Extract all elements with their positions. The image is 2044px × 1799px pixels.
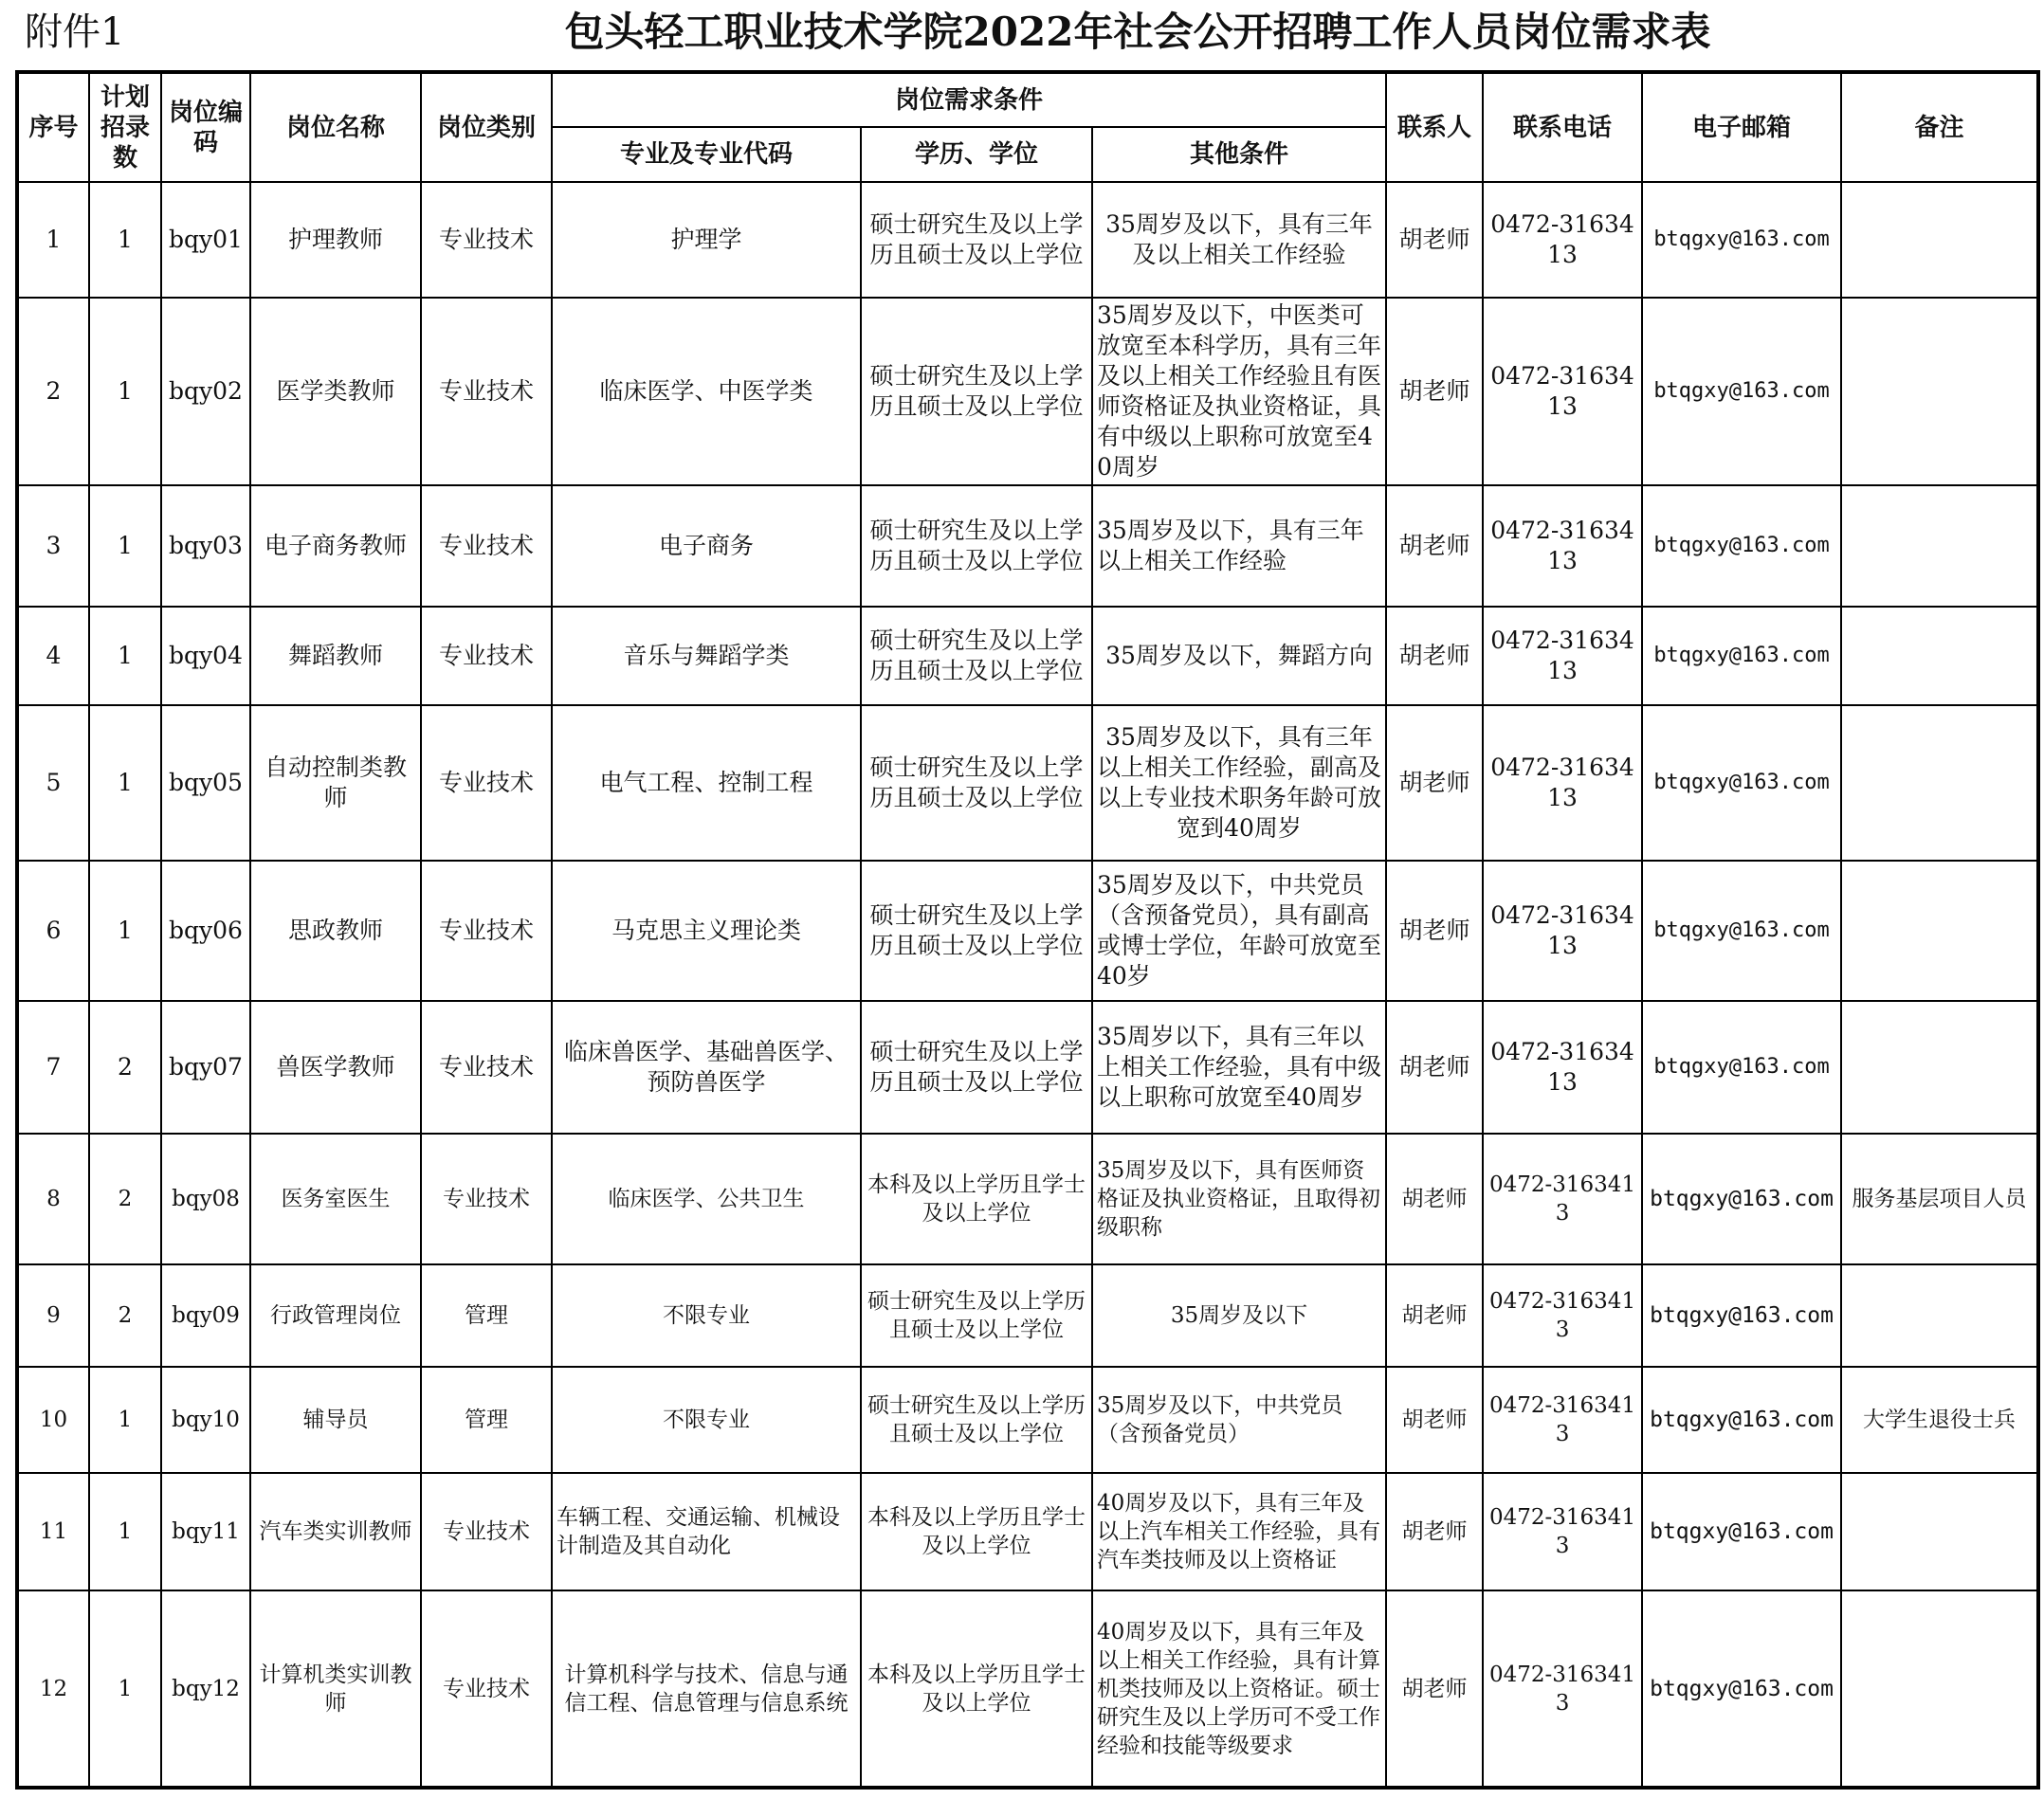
cell-category: 管理: [421, 1264, 552, 1367]
cell-contact: 胡老师: [1386, 705, 1483, 861]
cell-seq: 8: [17, 1134, 89, 1264]
cell-note: [1841, 1264, 2038, 1367]
cell-contact: 胡老师: [1386, 1590, 1483, 1788]
cell-category: 专业技术: [421, 1001, 552, 1134]
table-row: [17, 1590, 2038, 1788]
cell-major: 车辆工程、交通运输、机械设计制造及其自动化: [552, 1473, 861, 1590]
cell-count: 1: [89, 298, 161, 485]
cell-note: [1841, 1001, 2038, 1134]
cell-name: 辅导员: [250, 1367, 421, 1473]
cell-contact: 胡老师: [1386, 607, 1483, 705]
cell-email: btqgxy@163.com: [1642, 1134, 1841, 1264]
header-seq: 序号: [17, 72, 89, 182]
cell-phone: 0472-3163413: [1483, 298, 1642, 485]
cell-major: 电子商务: [552, 485, 861, 607]
cell-phone: 0472-3163413: [1483, 182, 1642, 298]
cell-note: [1841, 298, 2038, 485]
cell-category: 专业技术: [421, 485, 552, 607]
cell-name: 行政管理岗位: [250, 1264, 421, 1367]
header-category: 岗位类别: [421, 72, 552, 182]
cell-other: 35周岁及以下: [1092, 1264, 1386, 1367]
cell-major: 不限专业: [552, 1367, 861, 1473]
cell-major: 马克思主义理论类: [552, 861, 861, 1001]
cell-count: 1: [89, 1473, 161, 1590]
cell-major: 不限专业: [552, 1264, 861, 1367]
table-row: [17, 1001, 2038, 1134]
cell-degree: 本科及以上学历且学士及以上学位: [861, 1473, 1092, 1590]
cell-degree: 硕士研究生及以上学历且硕士及以上学位: [861, 1367, 1092, 1473]
header-requirements: 岗位需求条件: [552, 72, 1386, 127]
cell-other: 35周岁及以下，舞蹈方向: [1092, 607, 1386, 705]
cell-count: 2: [89, 1134, 161, 1264]
cell-degree: 硕士研究生及以上学历且硕士及以上学位: [861, 607, 1092, 705]
header-note: 备注: [1841, 72, 2038, 182]
cell-seq: 7: [17, 1001, 89, 1134]
cell-other: 35周岁及以下，具有三年以上相关工作经验，副高及以上专业技术职务年龄可放宽到40周岁: [1092, 705, 1386, 861]
cell-code: bqy06: [161, 861, 250, 1001]
cell-code: bqy10: [161, 1367, 250, 1473]
cell-code: bqy03: [161, 485, 250, 607]
cell-degree: 硕士研究生及以上学历且硕士及以上学位: [861, 705, 1092, 861]
attachment-label: 附件1: [25, 10, 125, 54]
table-row: [17, 705, 2038, 861]
cell-note: [1841, 182, 2038, 298]
cell-contact: 胡老师: [1386, 485, 1483, 607]
cell-category: 专业技术: [421, 1590, 552, 1788]
cell-email: btqgxy@163.com: [1642, 861, 1841, 1001]
cell-contact: 胡老师: [1386, 1264, 1483, 1367]
cell-phone: 0472-3163413: [1483, 1264, 1642, 1367]
cell-major: 临床兽医学、基础兽医学、预防兽医学: [552, 1001, 861, 1134]
cell-phone: 0472-3163413: [1483, 1473, 1642, 1590]
cell-phone: 0472-3163413: [1483, 861, 1642, 1001]
table-row: [17, 1264, 2038, 1367]
cell-code: bqy08: [161, 1134, 250, 1264]
cell-name: 思政教师: [250, 861, 421, 1001]
table-row: [17, 182, 2038, 298]
cell-code: bqy02: [161, 298, 250, 485]
cell-code: bqy09: [161, 1264, 250, 1367]
table-row: [17, 1473, 2038, 1590]
cell-count: 1: [89, 485, 161, 607]
header-code: 岗位编码: [161, 72, 250, 182]
cell-note: [1841, 1590, 2038, 1788]
cell-contact: 胡老师: [1386, 861, 1483, 1001]
cell-phone: 0472-3163413: [1483, 1001, 1642, 1134]
cell-other: 35周岁及以下，具有医师资格证及执业资格证，且取得初级职称: [1092, 1134, 1386, 1264]
cell-count: 1: [89, 1367, 161, 1473]
cell-code: bqy01: [161, 182, 250, 298]
header-major: 专业及专业代码: [552, 127, 861, 182]
cell-seq: 5: [17, 705, 89, 861]
cell-other: 35周岁及以下，中共党员（含预备党员）: [1092, 1367, 1386, 1473]
cell-phone: 0472-3163413: [1483, 705, 1642, 861]
cell-phone: 0472-3163413: [1483, 607, 1642, 705]
recruitment-table: [15, 70, 2040, 1790]
cell-seq: 12: [17, 1590, 89, 1788]
cell-seq: 2: [17, 298, 89, 485]
cell-other: 35周岁以下，具有三年以上相关工作经验，具有中级以上职称可放宽至40周岁: [1092, 1001, 1386, 1134]
cell-degree: 本科及以上学历且学士及以上学位: [861, 1590, 1092, 1788]
cell-email: btqgxy@163.com: [1642, 1590, 1841, 1788]
table-row: [17, 861, 2038, 1001]
table-row: [17, 485, 2038, 607]
cell-note: [1841, 485, 2038, 607]
cell-email: btqgxy@163.com: [1642, 1001, 1841, 1134]
cell-name: 汽车类实训教师: [250, 1473, 421, 1590]
cell-category: 专业技术: [421, 705, 552, 861]
header-degree: 学历、学位: [861, 127, 1092, 182]
cell-count: 2: [89, 1001, 161, 1134]
cell-code: bqy12: [161, 1590, 250, 1788]
cell-email: btqgxy@163.com: [1642, 705, 1841, 861]
table-row: [17, 607, 2038, 705]
cell-note: 服务基层项目人员: [1841, 1134, 2038, 1264]
cell-major: 计算机科学与技术、信息与通信工程、信息管理与信息系统: [552, 1590, 861, 1788]
cell-category: 专业技术: [421, 607, 552, 705]
cell-note: [1841, 1473, 2038, 1590]
cell-note: 大学生退役士兵: [1841, 1367, 2038, 1473]
cell-other: 35周岁及以下，中医类可放宽至本科学历，具有三年及以上相关工作经验且有医师资格证及执业资格证，具有中级以上职称可放宽至40周岁: [1092, 298, 1386, 485]
cell-name: 医务室医生: [250, 1134, 421, 1264]
cell-seq: 11: [17, 1473, 89, 1590]
cell-degree: 硕士研究生及以上学历且硕士及以上学位: [861, 182, 1092, 298]
cell-contact: 胡老师: [1386, 1473, 1483, 1590]
header-email: 电子邮箱: [1642, 72, 1841, 182]
cell-count: 1: [89, 705, 161, 861]
cell-name: 护理教师: [250, 182, 421, 298]
cell-email: btqgxy@163.com: [1642, 607, 1841, 705]
cell-phone: 0472-3163413: [1483, 1367, 1642, 1473]
cell-code: bqy11: [161, 1473, 250, 1590]
table-row: [17, 298, 2038, 485]
cell-seq: 1: [17, 182, 89, 298]
cell-major: 护理学: [552, 182, 861, 298]
cell-contact: 胡老师: [1386, 298, 1483, 485]
cell-category: 专业技术: [421, 182, 552, 298]
cell-degree: 硕士研究生及以上学历且硕士及以上学位: [861, 861, 1092, 1001]
cell-name: 计算机类实训教师: [250, 1590, 421, 1788]
cell-major: 临床医学、公共卫生: [552, 1134, 861, 1264]
cell-seq: 10: [17, 1367, 89, 1473]
cell-contact: 胡老师: [1386, 1134, 1483, 1264]
cell-major: 电气工程、控制工程: [552, 705, 861, 861]
cell-seq: 3: [17, 485, 89, 607]
cell-phone: 0472-3163413: [1483, 1590, 1642, 1788]
cell-degree: 硕士研究生及以上学历且硕士及以上学位: [861, 1264, 1092, 1367]
cell-code: bqy04: [161, 607, 250, 705]
cell-count: 1: [89, 182, 161, 298]
cell-code: bqy07: [161, 1001, 250, 1134]
table-row: [17, 1367, 2038, 1473]
cell-category: 专业技术: [421, 298, 552, 485]
cell-other: 40周岁及以下，具有三年及以上汽车相关工作经验，具有汽车类技师及以上资格证: [1092, 1473, 1386, 1590]
cell-name: 电子商务教师: [250, 485, 421, 607]
cell-contact: 胡老师: [1386, 1001, 1483, 1134]
cell-degree: 本科及以上学历且学士及以上学位: [861, 1134, 1092, 1264]
cell-category: 专业技术: [421, 861, 552, 1001]
cell-seq: 9: [17, 1264, 89, 1367]
cell-email: btqgxy@163.com: [1642, 182, 1841, 298]
cell-note: [1841, 861, 2038, 1001]
cell-degree: 硕士研究生及以上学历且硕士及以上学位: [861, 485, 1092, 607]
header-other: 其他条件: [1092, 127, 1386, 182]
cell-category: 专业技术: [421, 1473, 552, 1590]
cell-name: 医学类教师: [250, 298, 421, 485]
cell-seq: 6: [17, 861, 89, 1001]
cell-contact: 胡老师: [1386, 182, 1483, 298]
table-row: [17, 1134, 2038, 1264]
cell-email: btqgxy@163.com: [1642, 1473, 1841, 1590]
cell-other: 35周岁及以下，具有三年以上相关工作经验: [1092, 485, 1386, 607]
page-header: [0, 0, 2044, 64]
cell-email: btqgxy@163.com: [1642, 1264, 1841, 1367]
cell-degree: 硕士研究生及以上学历且硕士及以上学位: [861, 1001, 1092, 1134]
cell-seq: 4: [17, 607, 89, 705]
cell-code: bqy05: [161, 705, 250, 861]
cell-name: 兽医学教师: [250, 1001, 421, 1134]
cell-note: [1841, 705, 2038, 861]
cell-name: 自动控制类教师: [250, 705, 421, 861]
header-contact: 联系人: [1386, 72, 1483, 182]
cell-email: btqgxy@163.com: [1642, 1367, 1841, 1473]
cell-phone: 0472-3163413: [1483, 1134, 1642, 1264]
cell-phone: 0472-3163413: [1483, 485, 1642, 607]
cell-major: 音乐与舞蹈学类: [552, 607, 861, 705]
cell-email: btqgxy@163.com: [1642, 485, 1841, 607]
cell-count: 2: [89, 1264, 161, 1367]
cell-other: 35周岁及以下，具有三年及以上相关工作经验: [1092, 182, 1386, 298]
cell-other: 35周岁及以下，中共党员（含预备党员），具有副高或博士学位，年龄可放宽至40岁: [1092, 861, 1386, 1001]
page-title: 包头轻工职业技术学院2022年社会公开招聘工作人员岗位需求表: [564, 9, 1711, 55]
header-count: 计划招录数: [89, 72, 161, 182]
cell-major: 临床医学、中医学类: [552, 298, 861, 485]
cell-category: 专业技术: [421, 1134, 552, 1264]
cell-count: 1: [89, 1590, 161, 1788]
cell-count: 1: [89, 861, 161, 1001]
cell-other: 40周岁及以下，具有三年及以上相关工作经验，具有计算机类技师及以上资格证。硕士研究生及以上学历可不受工作经验和技能等级要求: [1092, 1590, 1386, 1788]
header-name: 岗位名称: [250, 72, 421, 182]
cell-degree: 硕士研究生及以上学历且硕士及以上学位: [861, 298, 1092, 485]
cell-note: [1841, 607, 2038, 705]
cell-contact: 胡老师: [1386, 1367, 1483, 1473]
cell-name: 舞蹈教师: [250, 607, 421, 705]
header-phone: 联系电话: [1483, 72, 1642, 182]
cell-email: btqgxy@163.com: [1642, 298, 1841, 485]
cell-count: 1: [89, 607, 161, 705]
cell-category: 管理: [421, 1367, 552, 1473]
